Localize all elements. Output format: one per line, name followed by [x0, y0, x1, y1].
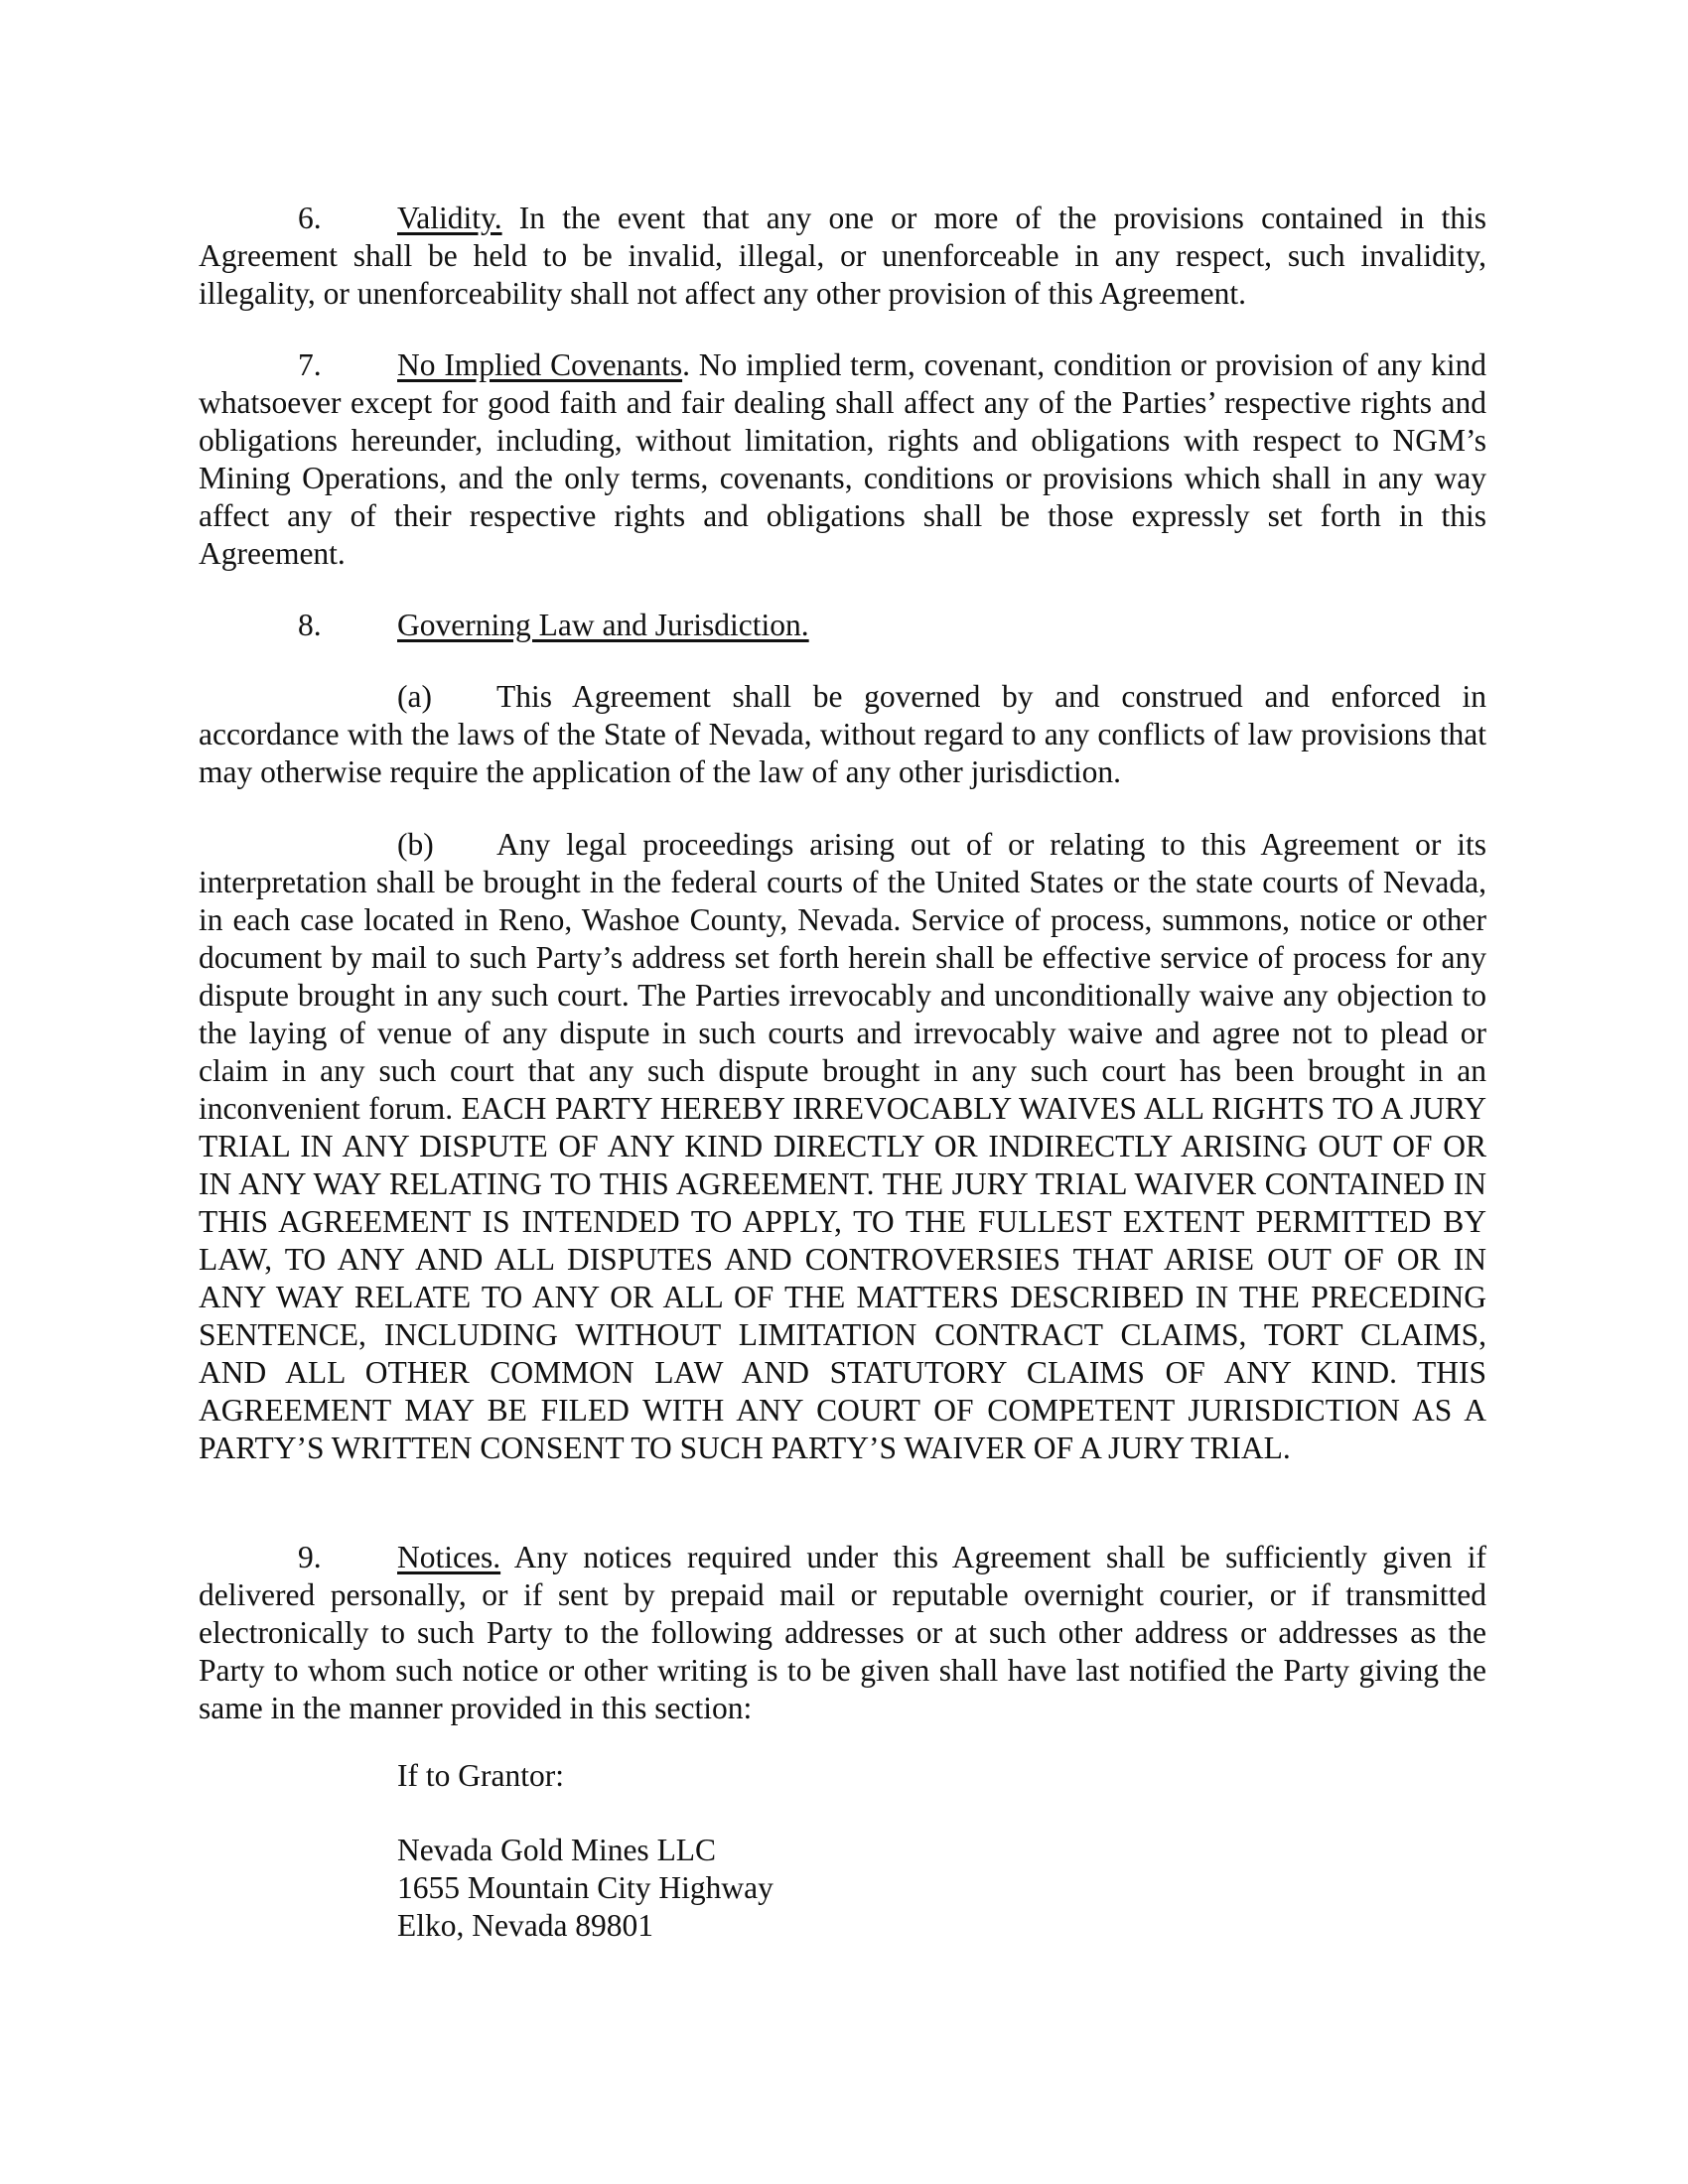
section-7-no-implied-covenants — [199, 346, 1486, 573]
section-9-notices — [199, 1539, 1486, 1727]
section-6-validity — [199, 200, 1486, 313]
section-heading: Notices. — [397, 1540, 501, 1574]
section-number: 7. — [298, 347, 322, 382]
section-number: 9. — [298, 1540, 322, 1574]
grantor-address — [397, 1832, 774, 1945]
subsection-body: This Agreement shall be governed by and construed and enforced in accordance with the laws of the State of Nevada, without regard to any conflicts of law provisions that may otherwise require the application of the law of any other jurisdiction. — [199, 679, 1486, 789]
section-heading: Governing Law and Jurisdiction. — [397, 608, 809, 642]
grantor-name: Nevada Gold Mines LLC — [397, 1833, 717, 1867]
section-body: In the event that any one or more of the provisions contained in this Agreement shall be held to be invalid, illegal, or unenforceable in any respect, such invalidity, illegality, or unenforceability shall not affect any other provision of this Agreement. — [199, 201, 1486, 311]
section-body: . No implied term, covenant, condition or provision of any kind whatsoever except for good faith and fair dealing shall affect any of the Parties’ respective rights and obligations hereunder, including, without limitation, rights and obligations with respect to NGM’s Mining Operations, and the only terms, covenants, conditions or provisions which shall in any way affect any of their respective rights and obligations shall be those expressly set forth in this Agreement. — [199, 347, 1486, 571]
grantor-label: If to Grantor: — [397, 1758, 564, 1793]
section-8b — [199, 826, 1486, 1467]
section-8-governing-law — [199, 607, 1486, 644]
grantor-city: Elko, Nevada 89801 — [397, 1908, 654, 1943]
section-body: Any notices required under this Agreement shall be sufficiently given if delivered personally, or if sent by prepaid mail or reputable overnight courier, or if transmitted electronically to such Party to the following addresses or at such other address or addresses as the Party to whom such notice or other writing is to be given shall have last notified the Party giving the same in the manner provided in this section: — [199, 1540, 1486, 1725]
subsection-body: Any legal proceedings arising out of or relating to this Agreement or its interpretation shall be brought in the federal courts of the United States or the state courts of Nevada, in each case located in Reno, Washoe County, Nevada. Service of process, summons, notice or other document by mail to such Party’s address set forth herein shall be effective service of process for any dispute brought in any such court. The Parties irrevocably and unconditionally waive any objection to the laying of venue of any dispute in such courts and irrevocably waive and agree not to plead or claim in any such court that any such dispute brought in any such court has been brought in an inconvenient forum. EACH PARTY HEREBY IRREVOCABLY WAIVES ALL RIGHTS TO A JURY TRIAL IN ANY DISPUTE OF ANY KIND DIRECTLY OR INDIRECTLY ARISING OUT OF OR IN ANY WAY RELATING TO THIS AGREEMENT. THE JURY TRIAL WAIVER CONTAINED IN THIS AGREEMENT IS INTENDED TO APPLY, TO THE FULLEST EXTENT PERMITTED BY LAW, TO ANY AND ALL DISPUTES AND CONTROVERSIES THAT ARISE OUT OF OR IN ANY WAY RELATE TO ANY OR ALL OF THE MATTERS DESCRIBED IN THE PRECEDING SENTENCE, INCLUDING WITHOUT LIMITATION CONTRACT CLAIMS, TORT CLAIMS, AND ALL OTHER COMMON LAW AND STATUTORY CLAIMS OF ANY KIND. THIS AGREEMENT MAY BE FILED WITH ANY COURT OF COMPETENT JURISDICTION AS A PARTY’S WRITTEN CONSENT TO SUCH PARTY’S WAIVER OF A JURY TRIAL. — [199, 827, 1486, 1465]
subsection-label: (a) — [397, 679, 432, 714]
section-heading: Validity. — [397, 201, 502, 235]
section-8a — [199, 678, 1486, 791]
section-number: 8. — [298, 608, 322, 642]
section-heading: No Implied Covenants — [397, 347, 683, 382]
section-number: 6. — [298, 201, 322, 235]
subsection-label: (b) — [397, 827, 434, 862]
grantor-street: 1655 Mountain City Highway — [397, 1870, 774, 1905]
